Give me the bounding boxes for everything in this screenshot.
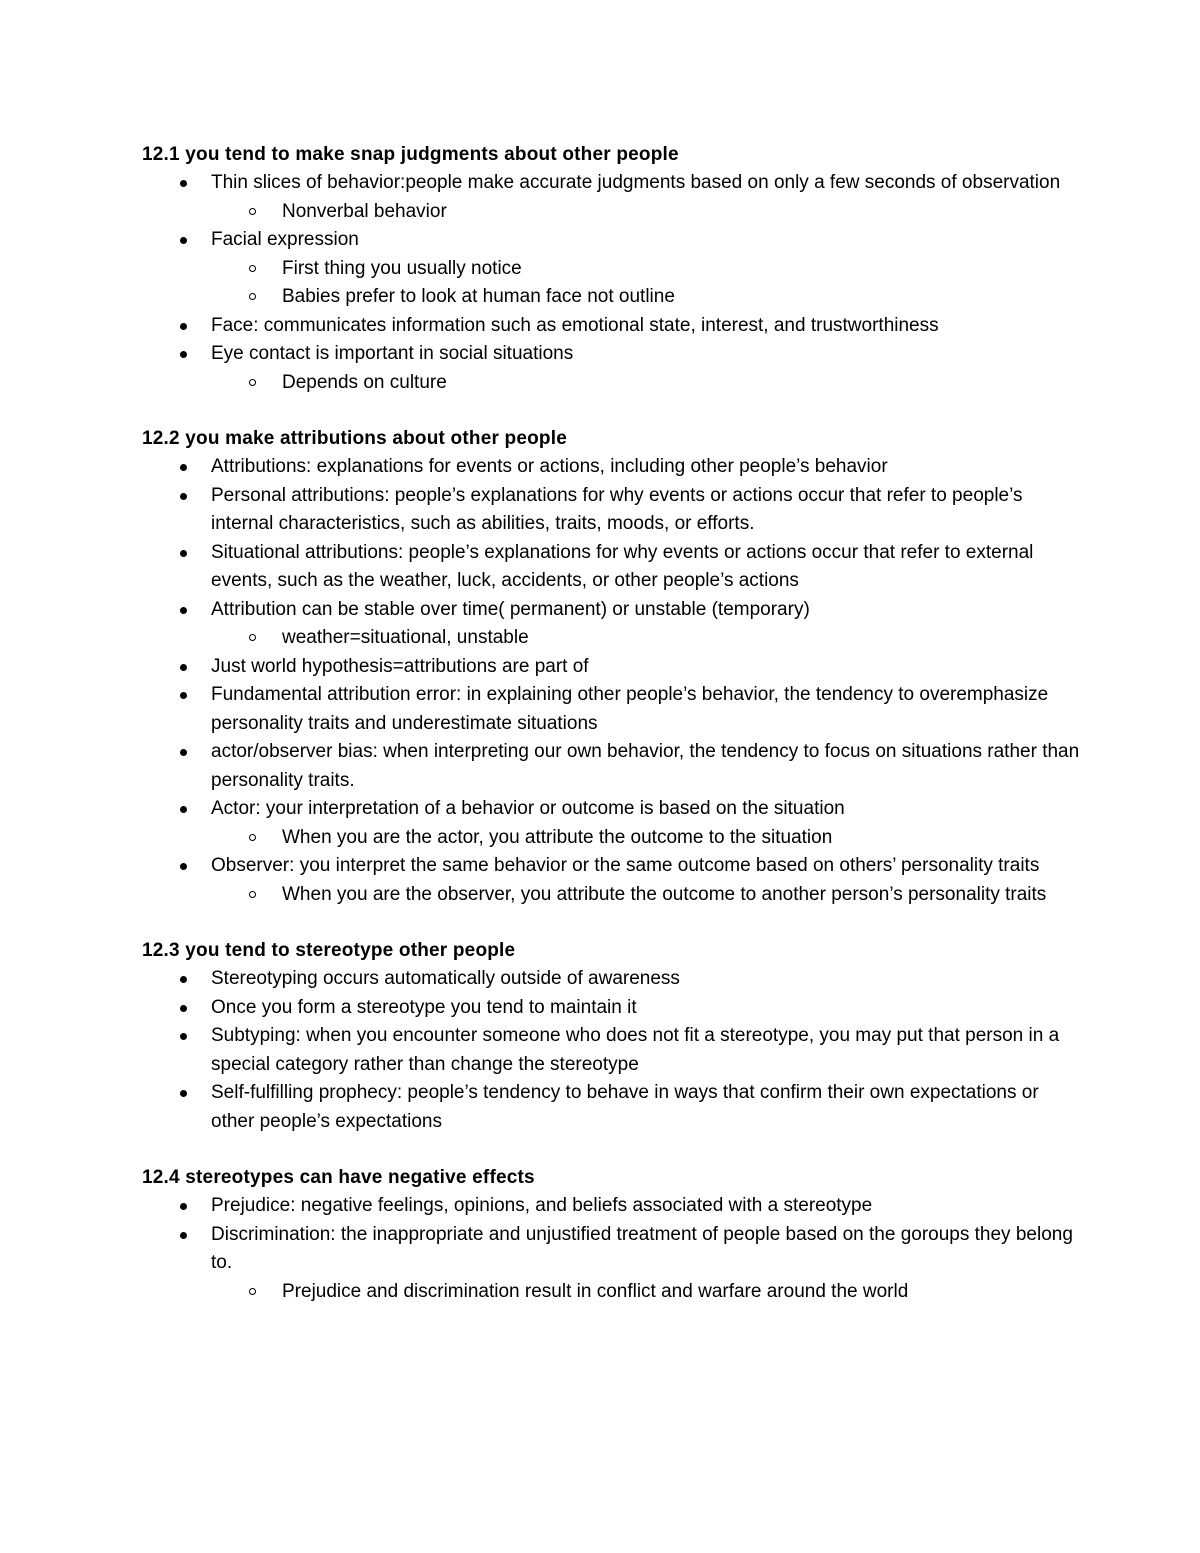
- section-heading: 12.2 you make attributions about other people: [142, 428, 567, 449]
- list-item-text: Fundamental attribution error: in explaining other people’s behavior, the tendency to overemphasize personality traits and underestimate situations: [211, 684, 1049, 734]
- hollow-bullet-icon: [249, 634, 256, 641]
- list-item-text: Face: communicates information such as emotional state, interest, and trustworthiness: [211, 314, 939, 336]
- sub-list-item: [211, 198, 1057, 227]
- filled-bullet-icon: [180, 1033, 187, 1040]
- section-heading: 12.4 stereotypes can have negative effects: [142, 1167, 535, 1188]
- filled-bullet-icon: [180, 180, 187, 187]
- sub-list-item: [211, 283, 1057, 312]
- list-item-text: Observer: you interpret the same behavior or the same outcome based on others’ personality traits: [211, 855, 1040, 876]
- list-item: [142, 1079, 1081, 1136]
- list-item: [142, 681, 1081, 738]
- list-item-text: Stereotyping occurs automatically outside of awareness: [211, 968, 680, 989]
- hollow-bullet-icon: [249, 891, 256, 898]
- list-item: [142, 596, 1081, 653]
- sub-bullet-list: [211, 1278, 1081, 1307]
- sub-list-item: [211, 824, 1057, 853]
- list-item: [142, 795, 1081, 852]
- section: [142, 141, 1100, 397]
- filled-bullet-icon: [180, 351, 187, 358]
- sub-bullet-list: [211, 255, 1081, 312]
- list-item: [142, 653, 1081, 682]
- list-item: [142, 453, 1081, 482]
- filled-bullet-icon: [180, 692, 187, 699]
- filled-bullet-icon: [180, 863, 187, 870]
- list-item: [142, 482, 1081, 539]
- sub-list-item: [211, 369, 1057, 398]
- list-item: [142, 738, 1081, 795]
- list-item: [142, 852, 1081, 909]
- filled-bullet-icon: [180, 664, 187, 671]
- filled-bullet-icon: [180, 1005, 187, 1012]
- filled-bullet-icon: [180, 1203, 187, 1210]
- sub-list-item-text: When you are the observer, you attribute the outcome to another person’s personality traits: [282, 883, 1047, 905]
- bullet-list: [142, 169, 1100, 397]
- section-heading: 12.3 you tend to stereotype other people: [142, 940, 516, 961]
- list-item-text: Attribution can be stable over time( permanent) or unstable (temporary): [211, 598, 810, 620]
- hollow-bullet-icon: [249, 208, 256, 215]
- list-item: [142, 539, 1081, 596]
- list-item: [142, 169, 1081, 226]
- hollow-bullet-icon: [249, 379, 256, 386]
- bullet-list: [142, 965, 1100, 1136]
- list-item-text: Discrimination: the inappropriate and unjustified treatment of people based on the goroups they belong to.: [211, 1223, 1073, 1273]
- bullet-list: [142, 453, 1100, 909]
- filled-bullet-icon: [180, 607, 187, 614]
- list-item: [142, 340, 1081, 397]
- section: [142, 937, 1100, 1136]
- hollow-bullet-icon: [249, 293, 256, 300]
- section: [142, 1164, 1100, 1306]
- sub-bullet-list: [211, 624, 1081, 653]
- list-item-text: Actor: your interpretation of a behavior or outcome is based on the situation: [211, 798, 845, 819]
- filled-bullet-icon: [180, 493, 187, 500]
- filled-bullet-icon: [180, 806, 187, 813]
- filled-bullet-icon: [180, 323, 187, 330]
- list-item-text: Facial expression: [211, 229, 359, 250]
- sub-bullet-list: [211, 824, 1081, 853]
- list-item-text: Situational attributions: people’s explanations for why events or actions occur that refer to external events, such as the weather, luck, accidents, or other people’s actions: [211, 541, 1034, 591]
- list-item: [142, 312, 1081, 341]
- sub-bullet-list: [211, 881, 1081, 910]
- list-item-text: actor/observer bias: when interpreting our own behavior, the tendency to focus on situations rather than personality traits.: [211, 741, 1080, 791]
- list-item-text: Self-fulfilling prophecy: people’s tendency to behave in ways that confirm their own expectations or other people’s expectations: [211, 1082, 1039, 1132]
- sub-bullet-list: [211, 198, 1081, 227]
- sub-bullet-list: [211, 369, 1081, 398]
- sub-list-item-text: First thing you usually notice: [282, 257, 522, 279]
- list-item: [142, 1221, 1081, 1307]
- sub-list-item: [211, 624, 1057, 653]
- filled-bullet-icon: [180, 749, 187, 756]
- list-item-text: Once you form a stereotype you tend to maintain it: [211, 996, 637, 1018]
- sub-list-item-text: Babies prefer to look at human face not outline: [282, 286, 675, 307]
- list-item-text: Prejudice: negative feelings, opinions, and beliefs associated with a stereotype: [211, 1195, 873, 1216]
- sub-list-item-text: Depends on culture: [282, 371, 447, 393]
- sub-list-item-text: weather=situational, unstable: [282, 627, 529, 648]
- list-item: [142, 965, 1081, 994]
- section: [142, 425, 1100, 909]
- list-item-text: Just world hypothesis=attributions are part of: [211, 655, 589, 677]
- list-item: [142, 1022, 1081, 1079]
- section-heading: 12.1 you tend to make snap judgments about other people: [142, 144, 679, 165]
- filled-bullet-icon: [180, 1232, 187, 1239]
- list-item: [142, 226, 1081, 312]
- filled-bullet-icon: [180, 976, 187, 983]
- document-content: [142, 141, 1100, 1306]
- list-item-text: Attributions: explanations for events or actions, including other people’s behavior: [211, 456, 888, 477]
- list-item: [142, 1192, 1081, 1221]
- filled-bullet-icon: [180, 550, 187, 557]
- hollow-bullet-icon: [249, 834, 256, 841]
- sub-list-item-text: Prejudice and discrimination result in conflict and warfare around the world: [282, 1280, 909, 1302]
- list-item: [142, 994, 1081, 1023]
- filled-bullet-icon: [180, 237, 187, 244]
- list-item-text: Subtyping: when you encounter someone who does not fit a stereotype, you may put that person in a special category rather than change the stereotype: [211, 1025, 1060, 1075]
- list-item-text: Thin slices of behavior:people make accurate judgments based on only a few seconds of observation: [211, 172, 1061, 193]
- list-item-text: Eye contact is important in social situations: [211, 343, 574, 364]
- filled-bullet-icon: [180, 1090, 187, 1097]
- filled-bullet-icon: [180, 464, 187, 471]
- bullet-list: [142, 1192, 1100, 1306]
- sub-list-item-text: Nonverbal behavior: [282, 200, 447, 222]
- list-item-text: Personal attributions: people’s explanations for why events or actions occur that refer to people’s internal characteristics, such as abilities, traits, moods, or efforts.: [211, 484, 1023, 534]
- sub-list-item: [211, 881, 1057, 910]
- hollow-bullet-icon: [249, 265, 256, 272]
- hollow-bullet-icon: [249, 1288, 256, 1295]
- sub-list-item: [211, 255, 1057, 284]
- sub-list-item-text: When you are the actor, you attribute the outcome to the situation: [282, 826, 833, 848]
- sub-list-item: [211, 1278, 1057, 1307]
